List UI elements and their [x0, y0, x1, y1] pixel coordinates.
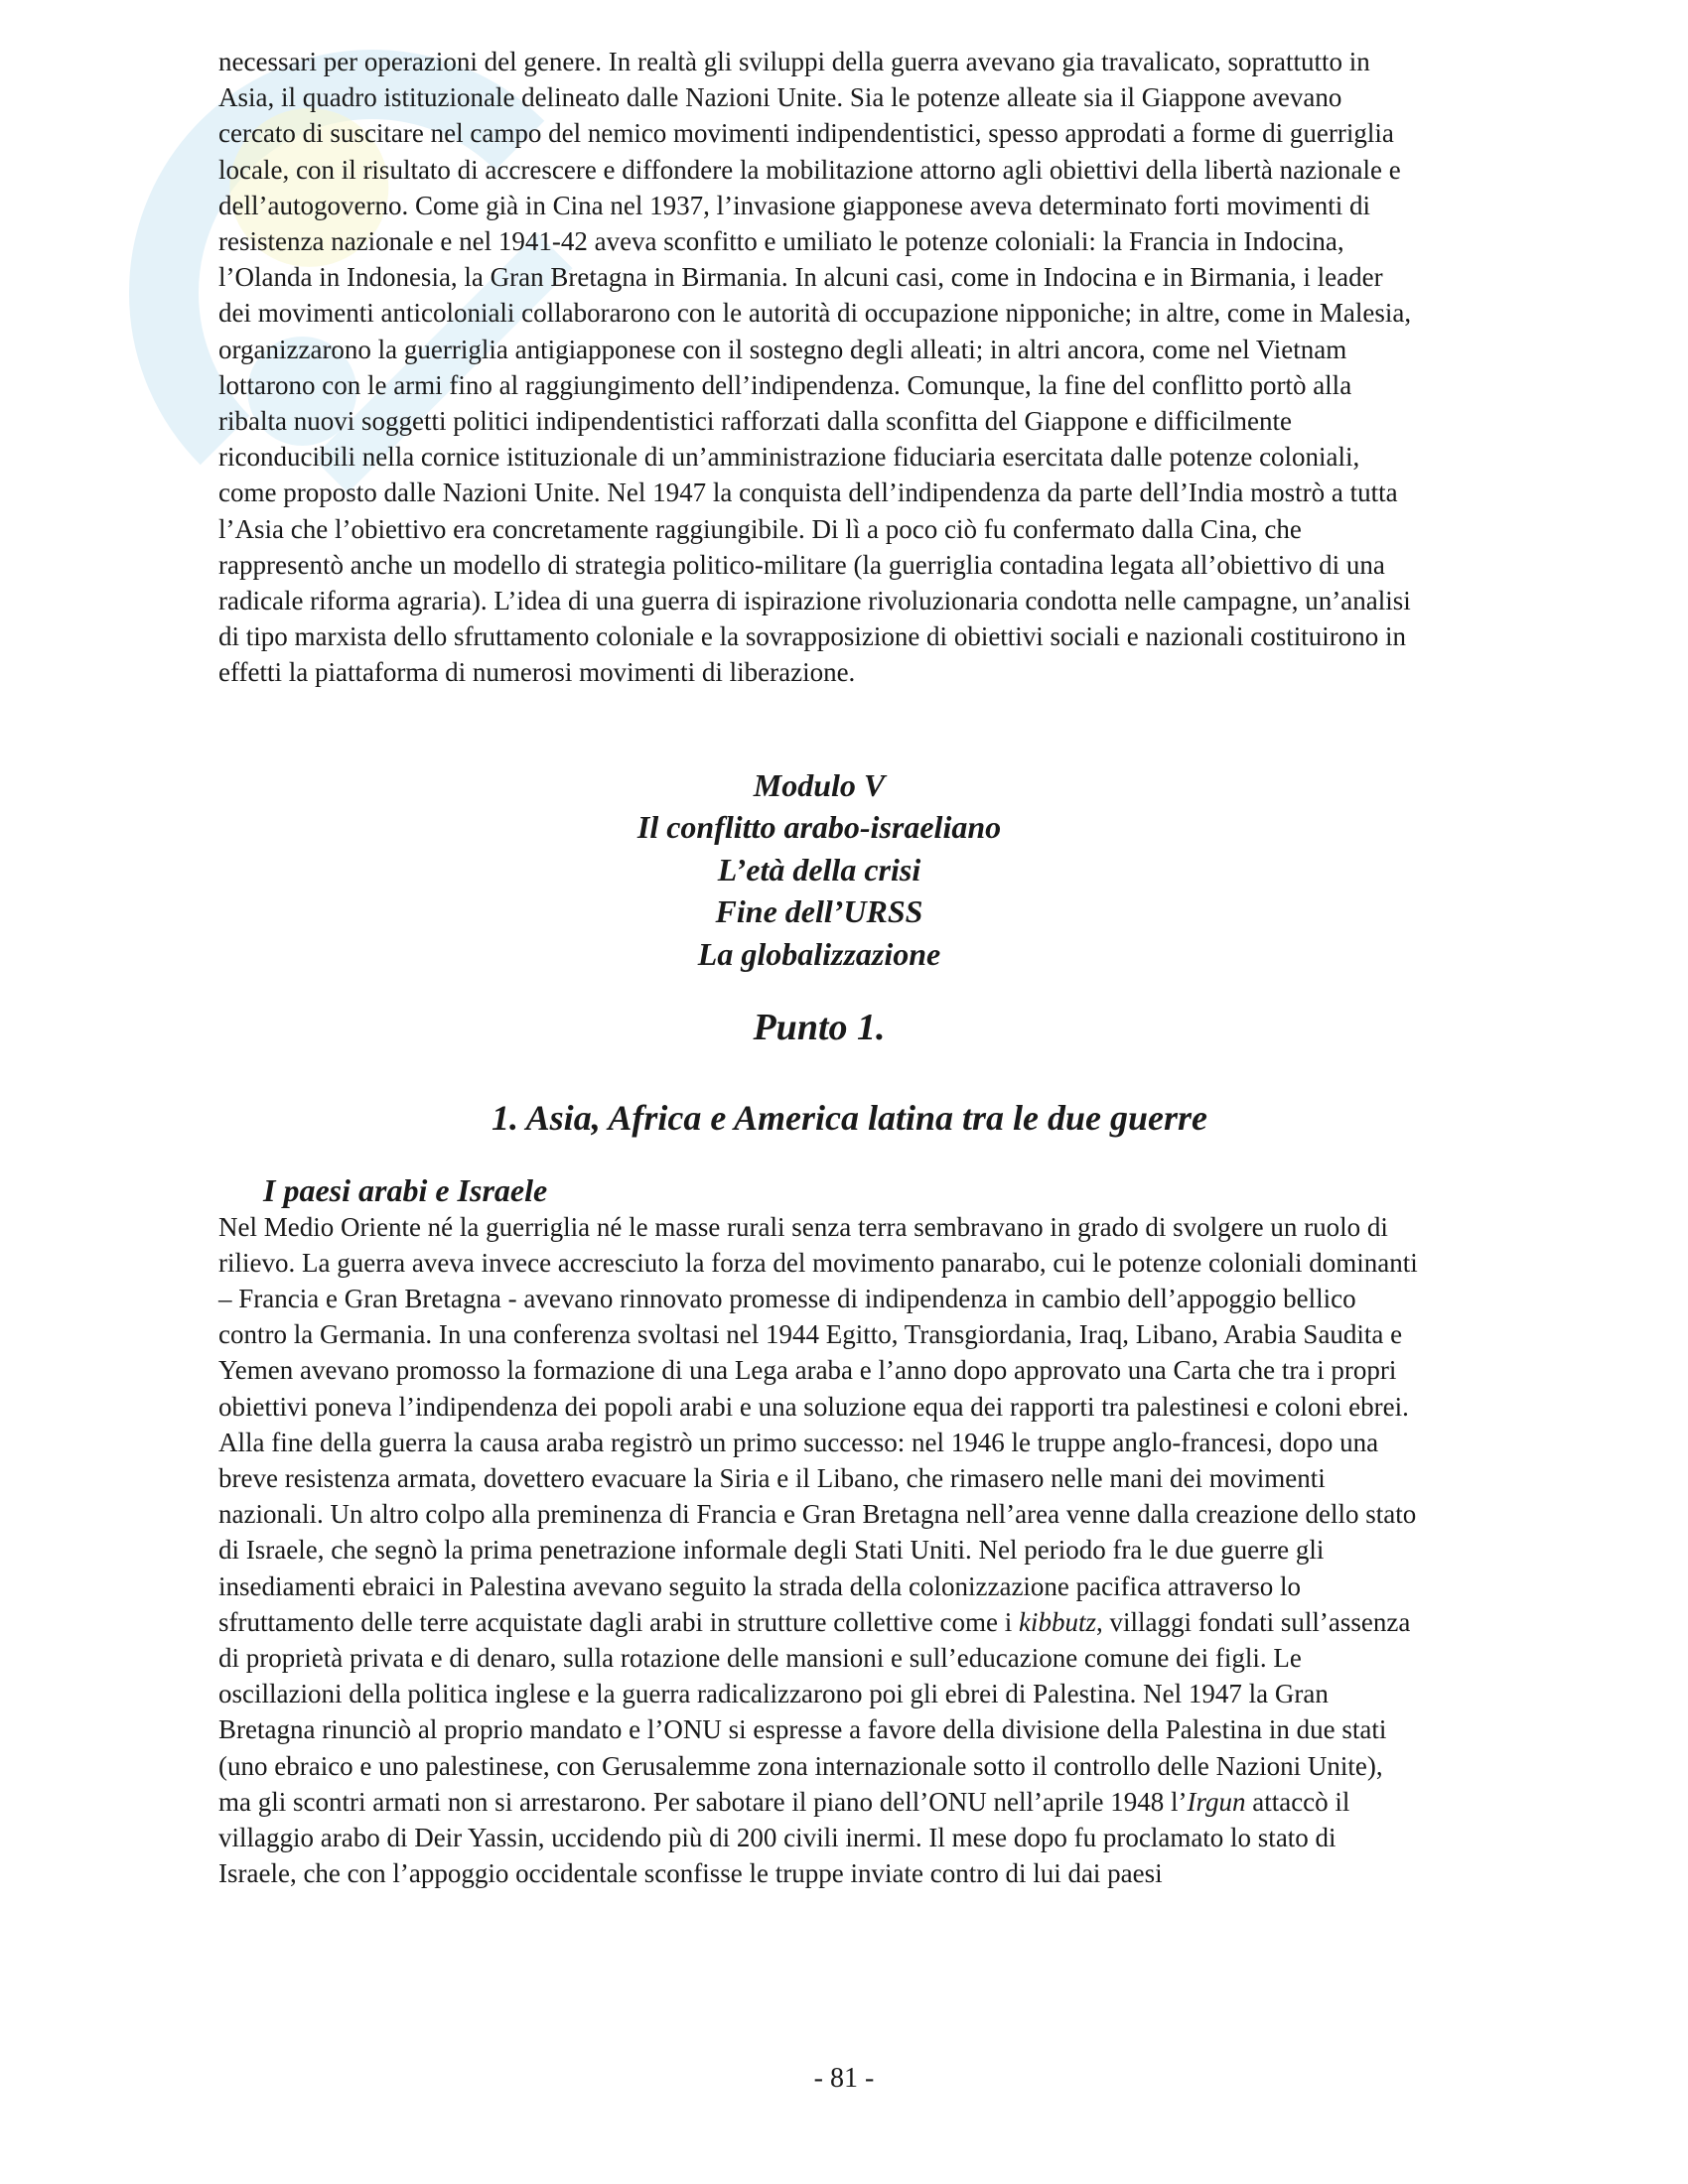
module-title-line: Il conflitto arabo-israeliano	[636, 809, 1002, 846]
paragraph-text: attaccò il villaggio arabo di Deir Yassin, uccidendo più di 200 civili inermi. Il mese dopo fu proclamato lo stato di Israele, che con l’appoggio occidentale sconfisse le truppe inviate contro di lui dai paesi	[218, 1786, 1350, 1889]
italic-term: kibbutz	[1018, 1606, 1096, 1637]
paragraph-text: Nel Medio Oriente né la guerriglia né le masse rurali senza terra sembravano in grado di svolgere un ruolo di rilievo. La guerra aveva invece accresciuto la forza del movimento panarabo, cui le potenze coloniali dominanti – Francia e Gran Bretagna - avevano rinnovato promesse di indipendenza in cambio dell’appoggio bellico contro la Germania. In una conferenza svoltasi nel 1944 Egitto, Transgiordania, Iraq, Libano, Arabia Saudita e Yemen avevano promosso la formazione di una Lega araba e l’anno dopo approvato una Carta che tra i propri obiettivi poneva l’indipendenza dei popoli arabi e una soluzione equa dei rapporti tra palestinesi e coloni ebrei. Alla fine della guerra la causa araba registrò un primo successo: nel 1946 le truppe anglo-francesi, dopo una breve resistenza armata, dovettero evacuare la Siria e il Libano, che rimasero nelle mani dei movimenti nazionali. Un altro colpo alla preminenza di Francia e Gran Bretagna nell’area venne dalla creazione dello stato di Israele, che segnò la prima penetrazione informale degli Stati Uniti. Nel periodo fra le due guerre gli insediamenti ebraici in Palestina avevano seguito la strada della colonizzazione pacifica attraverso lo sfruttamento delle terre acquistate dagli arabi in strutture collettive come i	[218, 1211, 1418, 1637]
module-title-line: Fine dell’URSS	[715, 893, 923, 930]
punto-heading: Punto 1.	[753, 1006, 886, 1048]
paragraph-text: , villaggi fondati sull’assenza di proprietà privata e di denaro, sulla rotazione delle mansioni e sull’educazione comune dei figli. Le oscillazioni della politica inglese e la guerra radicalizzarono poi gli ebrei di Palestina. Nel 1947 la Gran Bretagna rinunciò al proprio mandato e l’ONU si espresse a favore della divisione della Palestina in due stati (uno ebraico e uno palestinese, con Gerusalemme zona internazionale sotto il controllo delle Nazioni Unite), ma gli scontri armati non si arrestarono. Per sabotare il piano dell’ONU nell’aprile 1948 l’	[218, 1606, 1411, 1817]
paragraph-top: necessari per operazioni del genere. In realtà gli sviluppi della guerra avevano gia travalicato, soprattutto in Asia, il quadro istituzionale delineato dalle Nazioni Unite. Sia le potenze alleate sia il Giappone avevano cercato di suscitare nel campo del nemico movimenti indipendentistici, spesso approdati a forme di guerriglia locale, con il risultato di accrescere e diffondere la mobilitazione attorno agli obiettivi della libertà nazionale e dell’autogoverno. Come già in Cina nel 1937, l’invasione giapponese aveva determinato forti movimenti di resistenza nazionale e nel 1941-42 aveva sconfitto e umiliato le potenze coloniali: la Francia in Indocina, l’Olanda in Indonesia, la Gran Bretagna in Birmania. In alcuni casi, come in Indocina e in Birmania, i leader dei movimenti anticoloniali collaborarono con le autorità di occupazione nipponiche; in altre, come in Malesia, organizzarono la guerriglia antigiapponese con il sostegno degli alleati; in altri ancora, come nel Vietnam lottarono con le armi fino al raggiungimento dell’indipendenza. Comunque, la fine del conflitto portò alla ribalta nuovi soggetti politici indipendentistici rafforzati dalla sconfitta del Giappone e difficilmente riconducibili nella cornice istituzionale di un’amministrazione fiduciaria esercitata dalle potenze coloniali, come proposto dalle Nazioni Unite. Nel 1947 la conquista dell’indipendenza da parte dell’India mostrò a tutta l’Asia che l’obiettivo era concretamente raggiungibile. Di lì a poco ciò fu confermato dalla Cina, che rappresentò anche un modello di strategia politico-militare (la guerriglia contadina legata all’obiettivo di una radicale riforma agraria). L’idea di una guerra di ispirazione rivoluzionaria condotta nelle campagne, un’analisi di tipo marxista dello sfruttamento coloniale e la sovrapposizione di obiettivi sociali e nazionali costituirono in effetti la piattaforma di numerosi movimenti di liberazione.	[218, 47, 1412, 688]
module-title-line: L’età della crisi	[717, 851, 921, 887]
italic-term: Irgun	[1187, 1786, 1246, 1817]
module-title-line: La globalizzazione	[697, 936, 941, 973]
subheading: I paesi arabi e Israele	[263, 1171, 548, 1208]
section-heading: 1. Asia, Africa e America latina tra le due guerre	[492, 1097, 1207, 1138]
module-title-line: Modulo V	[753, 766, 886, 803]
document-page	[218, 44, 1420, 1891]
module-title-block	[218, 764, 1420, 976]
page-number: - 81 -	[813, 2063, 875, 2094]
paragraph-bottom	[218, 1209, 1420, 1892]
